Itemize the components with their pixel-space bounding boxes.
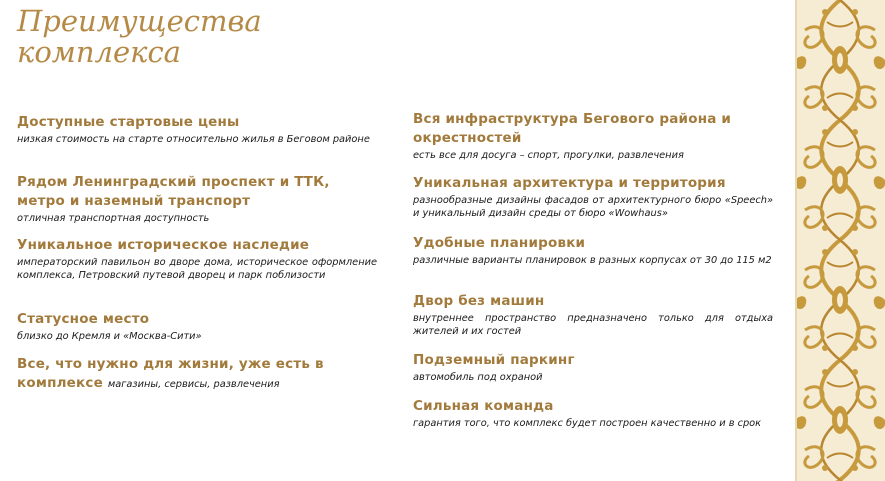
advantage-text: низкая стоимость на старте относительно жилья в Беговом районе — [17, 134, 370, 145]
ornament-border-pattern — [795, 0, 885, 481]
page-title — [17, 6, 262, 68]
advantage-text: магазины, сервисы, развлечения — [107, 379, 280, 390]
advantage-heading-text: Все, что нужно для жизни, уже есть в комплексе — [17, 356, 324, 391]
advantage-heading: Удобные планировки — [413, 235, 586, 251]
advantage-text: императорский павильон во дворе дома, историческое оформление комплекса, Петровский путевой дворец и парк поблизости — [17, 257, 377, 281]
advantage-item — [413, 397, 773, 430]
advantage-heading: Рядом Ленинградский проспект и ТТК, метро и наземный транспорт — [17, 174, 330, 209]
advantage-item — [17, 173, 377, 225]
advantage-heading: Уникальная архитектура и территория — [413, 175, 726, 191]
advantage-heading: Уникальное историческое наследие — [17, 237, 310, 253]
advantage-text: разнообразные дизайны фасадов от архитектурного бюро «Speech» и уникальный дизайн среды от бюро «Wowhaus» — [413, 195, 773, 219]
advantage-text: отличная транспортная доступность — [17, 213, 210, 224]
advantage-text: есть все для досуга – спорт, прогулки, развлечения — [413, 150, 684, 161]
advantage-text: различные варианты планировок в разных корпусах от 30 до 115 м2 — [413, 255, 772, 266]
advantage-heading — [17, 355, 377, 394]
advantage-text: внутреннее пространство предназначено только для отдыха жителей и их гостей — [413, 313, 773, 337]
advantage-item — [413, 174, 773, 220]
advantage-heading: Подземный паркинг — [413, 352, 575, 368]
advantage-item — [17, 310, 377, 343]
advantage-text: гарантия того, что комплекс будет построен качественно и в срок — [413, 418, 762, 429]
advantage-item — [413, 351, 773, 384]
advantage-item — [413, 292, 773, 338]
advantage-item — [17, 113, 377, 146]
advantage-heading: Статусное место — [17, 311, 150, 327]
advantage-item — [413, 110, 773, 162]
advantage-text: автомобиль под охраной — [413, 372, 543, 383]
advantage-item — [413, 234, 773, 267]
title-line-1: Преимущества — [17, 4, 262, 38]
advantage-item — [17, 236, 377, 282]
advantage-heading: Доступные стартовые цены — [17, 114, 240, 130]
advantage-heading: Двор без машин — [413, 293, 545, 309]
title-line-2: комплекса — [17, 35, 181, 69]
advantage-heading: Вся инфраструктура Бегового района и окрестностей — [413, 111, 732, 146]
advantage-heading: Сильная команда — [413, 398, 554, 414]
advantage-text: близко до Кремля и «Москва-Сити» — [17, 331, 202, 342]
advantage-item — [17, 355, 377, 394]
